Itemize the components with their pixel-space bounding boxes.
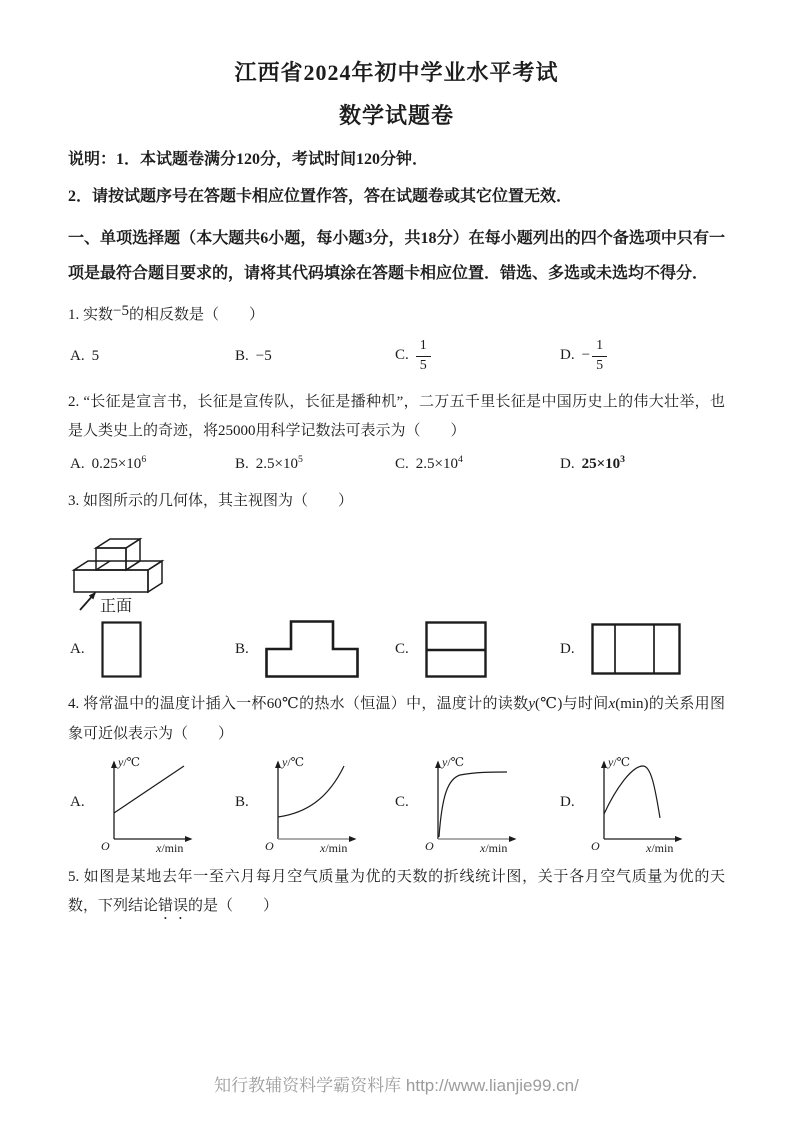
option-label: B. [235, 640, 249, 657]
option-value-base: 25×10 [581, 456, 621, 473]
q4-text-part: 4. 将常温中的温度计插入一杯60℃的热水（恒温）中，温度计的读数 [68, 696, 529, 713]
option-label: B. [235, 347, 249, 364]
t-shape-view-shape [265, 620, 359, 678]
q4-text-part: 的关系用图象可近似表示为（ ） [68, 696, 725, 742]
q1-option-b [235, 348, 395, 365]
option-label: D. [560, 640, 575, 657]
option-value [582, 456, 625, 472]
split-horizontal-view-shape [425, 621, 487, 678]
graph-rise-then-fall [586, 753, 692, 853]
option-value-exponent: 3 [620, 454, 626, 466]
option-label: A. [70, 640, 85, 657]
q1-number: −5 [113, 303, 129, 320]
option-value-base: 0.25×10 [91, 456, 142, 473]
x-axis-label: x/min [645, 840, 673, 853]
option-value-exponent: 5 [297, 454, 303, 466]
x-axis-label: x/min [319, 840, 348, 853]
option-label: A. [70, 794, 85, 811]
option-value-base: 2.5×10 [415, 456, 458, 473]
option-label: C. [395, 456, 409, 473]
graph-linear-increase [96, 753, 202, 853]
q3-option-b [235, 620, 395, 678]
q4-text-part: (min) [615, 696, 649, 713]
instruction-note-1: 说明：1．本试题卷满分120分，考试时间120分钟． [68, 151, 429, 168]
option-label: C. [395, 640, 409, 657]
curve-line [114, 766, 184, 813]
option-value: −5 [255, 347, 272, 364]
question-2-text: 2. “长征是宣言书，长征是宣传队，长征是播种机”，二万五千里长征是中国历史上的伟大壮举，也是人类史上的奇迹，将25000用科学记数法可表示为（ ） [68, 393, 725, 439]
q1-option-c [395, 338, 560, 373]
q4-var-y: y [528, 696, 536, 713]
origin-label: O [590, 838, 600, 853]
fraction-numerator: 1 [592, 338, 607, 356]
origin-label: O [100, 838, 110, 853]
split-vertical-view-shape [591, 623, 681, 675]
option-label: D. [560, 794, 575, 811]
graph-saturating-increase [420, 753, 526, 853]
q4-text-part: 与时间 [562, 696, 609, 713]
instruction-note-2: 2．请按试题序号在答题卡相应位置作答，答在试题卷或其它位置无效． [68, 188, 573, 206]
fraction-numerator: 1 [416, 338, 431, 356]
option-label: C. [395, 794, 409, 811]
x-axis-label: x/min [155, 840, 183, 853]
option-label: B. [235, 456, 249, 473]
paper-subtitle: 数学试题卷 [338, 103, 454, 128]
q4-option-c [395, 753, 560, 853]
question-1-options [68, 338, 725, 373]
q1-option-d [560, 338, 725, 373]
q4-text-part: (℃) [535, 696, 563, 713]
q1-text-prefix: 1. 实数 [68, 307, 114, 324]
q5-text-part: 的是（ ） [188, 898, 279, 915]
front-direction-arrow-icon [80, 593, 95, 610]
q5-text-part: 5. 如图是某地去年一至六月每月空气质量为优的天数的折线统计图，关于各月空气质量为优的天数，下列结论 [68, 868, 725, 915]
option-label: C. [395, 347, 409, 364]
q2-option-d [560, 454, 725, 473]
curve-line [604, 766, 660, 818]
curve-line [278, 766, 344, 817]
origin-label: O [264, 838, 274, 853]
q3-solid-figure [70, 520, 725, 616]
option-label: B. [235, 794, 249, 811]
question-4-text [68, 690, 725, 749]
q1-text-suffix: 的相反数是（ ） [128, 307, 264, 324]
y-axis-label: y/℃ [117, 754, 140, 769]
question-2-options [68, 454, 725, 473]
square-view-shape [101, 621, 142, 678]
option-label: D. [560, 347, 575, 364]
stepped-solid-3d-figure [70, 520, 200, 616]
option-value-base: 2.5×10 [255, 456, 298, 473]
q2-option-c [395, 454, 560, 473]
option-value-exponent: 4 [457, 454, 463, 466]
fraction-denominator: 5 [596, 357, 604, 373]
y-axis-label: y/℃ [441, 754, 464, 769]
y-axis-label: y/℃ [607, 754, 630, 769]
q3-option-a [70, 621, 235, 678]
q4-option-b [235, 753, 395, 853]
q2-option-b [235, 454, 395, 473]
fraction [416, 338, 431, 373]
q4-option-a [70, 753, 235, 853]
curve-line [439, 772, 507, 837]
question-5-text [68, 863, 725, 923]
paper-title: 江西省2024年初中学业水平考试 [234, 60, 559, 85]
section-1-header: 一、单项选择题（本大题共6小题，每小题3分，共18分）在每小题列出的四个备选项中只有一项是最符合题目要求的，请将其代码填涂在答题卡相应位置．错选、多选或未选均不得分． [68, 230, 725, 282]
origin-label: O [424, 838, 434, 853]
option-value [416, 456, 463, 472]
option-label: A. [70, 347, 85, 364]
question-1-text [68, 297, 725, 330]
q4-var-x: x [608, 696, 616, 713]
fraction [592, 338, 607, 373]
question-3-text: 3. 如图所示的几何体，其主视图为（ ） [68, 493, 354, 510]
option-label: A. [70, 456, 85, 473]
option-value: 5 [91, 347, 100, 364]
graph-exponential-increase [260, 753, 366, 853]
question-4-options [68, 753, 725, 853]
question-3-options [68, 620, 725, 678]
q4-option-d [560, 753, 725, 853]
q3-option-d [560, 623, 725, 675]
option-label: D. [560, 456, 575, 473]
option-value [92, 456, 147, 472]
q5-emphasized-word: 错误 [158, 898, 189, 915]
watermark-footer: 知行教辅资料学霸资料库 http://www.lianjie99.cn/ [214, 1076, 579, 1095]
minus-sign: − [581, 347, 591, 364]
y-axis-label: y/℃ [281, 754, 304, 769]
x-axis-label: x/min [479, 840, 508, 853]
front-label: 正面 [100, 598, 133, 616]
option-value-exponent: 6 [141, 454, 147, 466]
q3-option-c [395, 621, 560, 678]
q1-option-a [70, 348, 235, 365]
fraction-denominator: 5 [419, 357, 427, 373]
q2-option-a [70, 454, 235, 473]
option-value [256, 456, 303, 472]
